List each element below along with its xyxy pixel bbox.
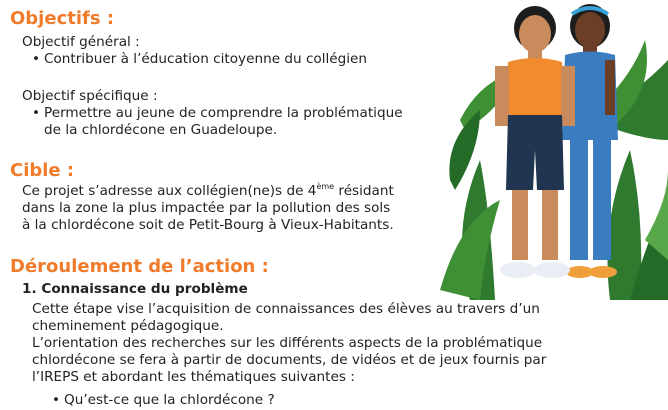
cible-text-line1 — [22, 183, 394, 200]
step1-bullet-text: Qu’est-ce que la chlordécone ? — [64, 392, 275, 408]
cible-text-line3: à la chlordécone soit de Petit-Bourg à Vieux-Habitants. — [22, 217, 394, 233]
general-objective-label: Objectif général : — [22, 34, 140, 50]
section-heading-objectifs: Objectifs : — [10, 8, 115, 29]
general-objective-text: Contribuer à l’éducation citoyenne du collégien — [44, 51, 368, 67]
step1-title: 1. Connaissance du problème — [22, 281, 248, 297]
girl-figure — [562, 4, 618, 278]
teenagers-image — [440, 0, 668, 300]
specific-objective-label: Objectif spécifique : — [22, 88, 158, 104]
bullet-icon: • — [32, 51, 41, 67]
specific-objective-text-line1: Permettre au jeune de comprendre la problématique — [44, 105, 403, 121]
bullet-icon: • — [32, 105, 41, 121]
step1-text-line: L’orientation des recherches sur les différents aspects de la problématique — [32, 335, 543, 351]
boy-figure — [495, 6, 575, 278]
step1-text-line: chlordécone se fera à partir de documents, de vidéos et de jeux fournis par — [32, 352, 547, 368]
cible-text-part: résidant — [334, 183, 394, 199]
superscript-text: ème — [316, 182, 335, 191]
cible-text-part: Ce projet s’adresse aux collégien(ne)s de 4 — [22, 183, 317, 199]
illustration-teenagers — [440, 0, 668, 300]
specific-objective-text-line2: de la chlordécone en Guadeloupe. — [44, 122, 278, 138]
section-heading-cible: Cible : — [10, 160, 75, 181]
step1-text-line: Cette étape vise l’acquisition de connaissances des élèves au travers d’un — [32, 301, 540, 317]
cible-text-line2: dans la zone la plus impactée par la pollution des sols — [22, 200, 391, 216]
section-heading-deroulement: Déroulement de l’action : — [10, 256, 269, 277]
step1-text-line: l’IREPS et abordant les thématiques suivantes : — [32, 369, 355, 385]
bullet-icon: • — [52, 392, 61, 408]
step1-text-line: cheminement pédagogique. — [32, 318, 224, 334]
